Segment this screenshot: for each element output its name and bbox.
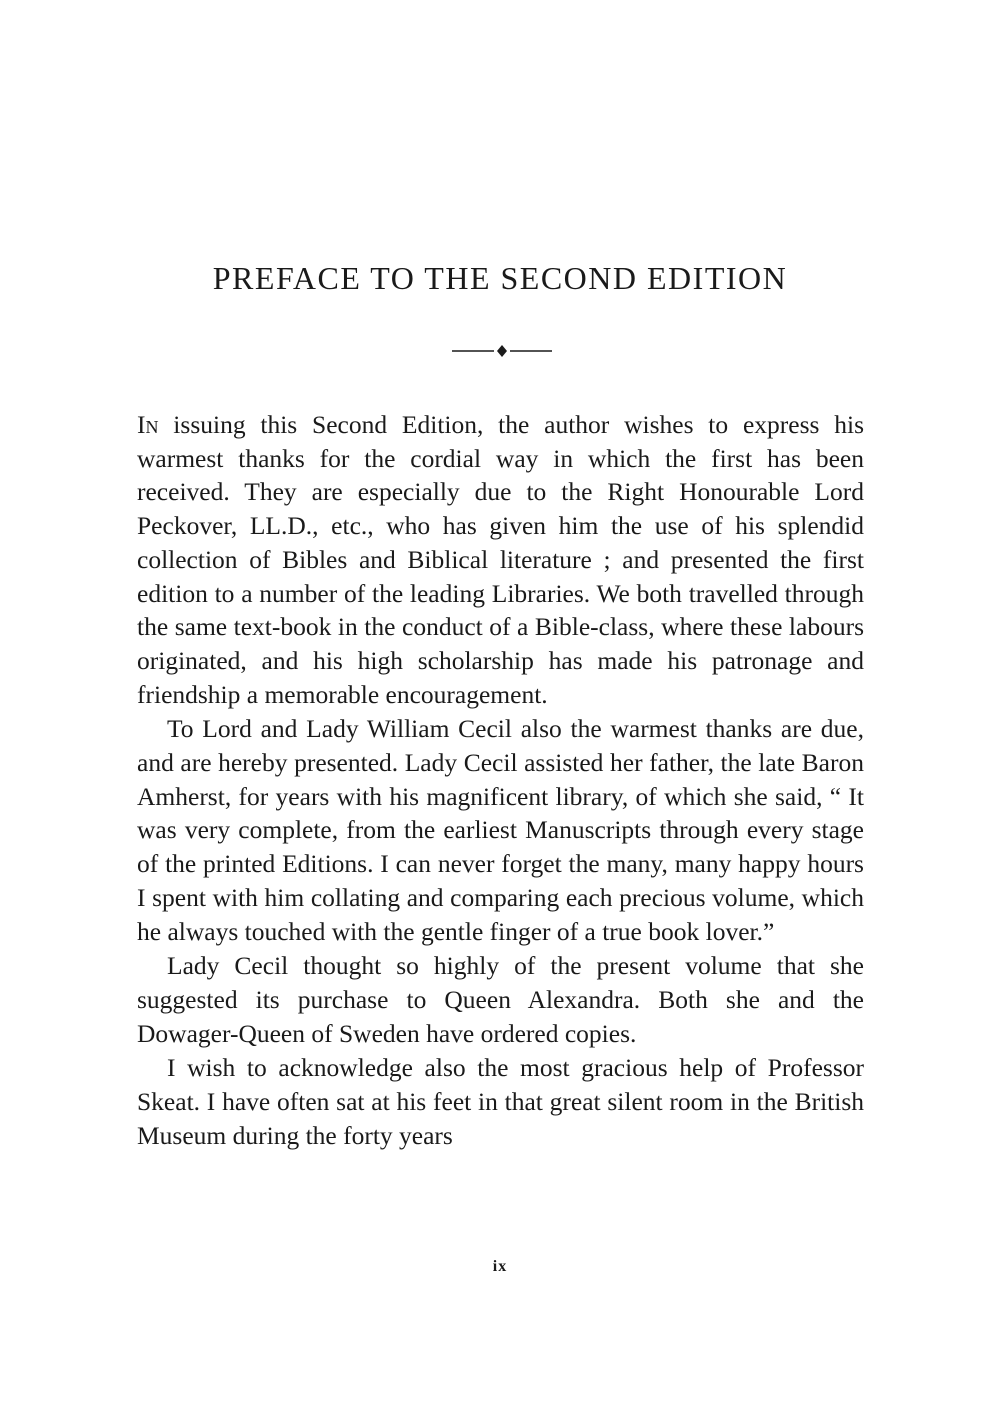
paragraph-1: [137, 408, 864, 711]
paragraph-4: I wish to acknowledge also the most gracious help of Professor Skeat. I have often sat at his feet in that great silent room in the British Museum during the forty years: [137, 1053, 864, 1150]
page-number: ix: [492, 1258, 508, 1275]
paragraph-2: To Lord and Lady William Cecil also the warmest thanks are due, and are hereby presented. Lady Cecil assisted her father, the late Baron Amherst, for years with his magnificent library, of which she said, “ It was very complete, from the earliest Manuscripts through every stage of the printed Editions. I can never forget the many, many happy hours I spent with him collating and comparing each precious volume, which he always touched with the gentle finger of a true book lover.”: [137, 714, 864, 946]
ornament-divider-icon: [452, 344, 552, 358]
paragraph-lead-word: In: [137, 410, 159, 439]
paragraph-3: Lady Cecil thought so highly of the present volume that she suggested its purchase to Queen Alexandra. Both she and the Dowager-Queen of Sweden have ordered copies.: [137, 951, 864, 1048]
page-title: PREFACE TO THE SECOND EDITION: [212, 260, 788, 296]
preface-body: [137, 408, 864, 1152]
paragraph-text: issuing this Second Edition, the author wishes to express his warmest thanks for the cordial way in which the first has been received. They are especially due to the Right Honourable Lord Peckover, LL.D., etc., who has given him the use of his splendid collection of Bibles and Biblical literature ; and presented the first edition to a number of the leading Libraries. We both travelled through the same text-book in the conduct of a Bible-class, where these labours originated, and his high scholarship has made his patronage and friendship a memorable encouragement.: [137, 410, 864, 709]
